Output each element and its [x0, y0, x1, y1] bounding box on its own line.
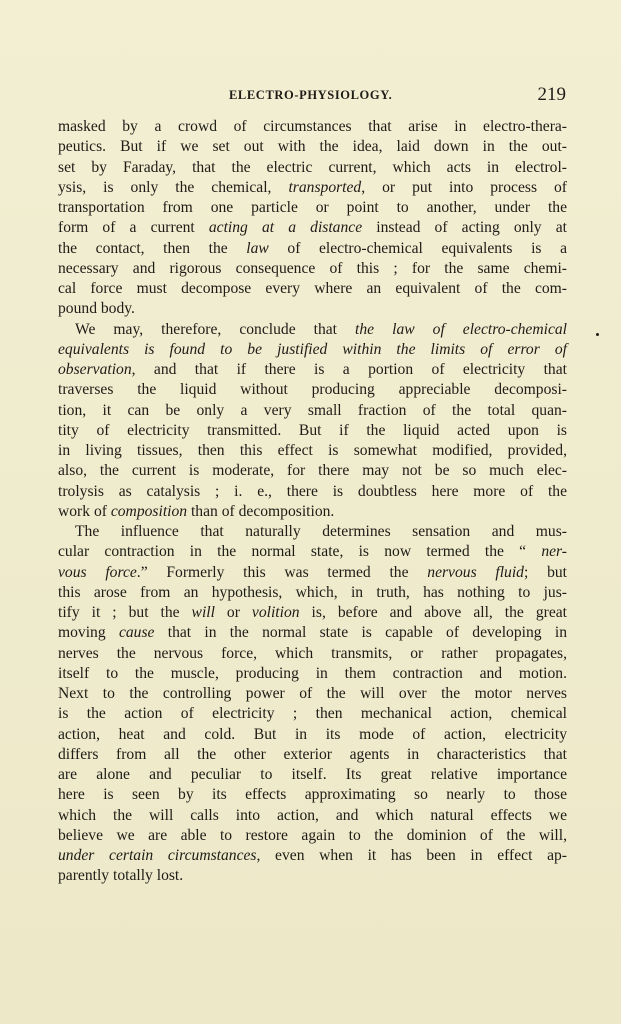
text-segment: than of decomposition.: [187, 502, 335, 520]
text-segment: .” Formerly this was termed the: [136, 563, 428, 581]
text-segment: set by Faraday, that the electric current, which acts in electrol-: [58, 158, 567, 176]
text-line: [58, 623, 567, 643]
text-segment: trolysis as catalysis ; i. e., there is doubtless here more of the: [58, 482, 567, 500]
italic-text: volition: [251, 604, 300, 621]
text-line: [58, 866, 567, 886]
text-segment: instead of acting only at: [362, 219, 567, 237]
italic-text: observation: [58, 361, 132, 378]
italic-text: the law of electro-chemical: [355, 320, 567, 338]
text-segment: believe we are able to restore again to the dominion of the will,: [58, 826, 567, 844]
text-line: [58, 137, 567, 157]
text-segment: necessary and rigorous consequence of this ; for the same chemi-: [58, 259, 567, 277]
text-segment: tity of electricity transmitted. But if the liquid acted upon is: [58, 421, 567, 439]
text-segment: The influence that naturally determines sensation and mus-: [75, 523, 567, 540]
text-line: [58, 158, 567, 178]
text-line: [58, 846, 567, 866]
text-segment: cular contraction in the normal state, is now termed the “: [58, 543, 542, 561]
text-segment: the contact, then the: [58, 239, 247, 257]
text-segment: transportation from one particle or point to another, under the: [58, 199, 567, 216]
text-line: [58, 482, 567, 502]
text-line: [58, 522, 567, 542]
text-segment: that in the normal state is capable of developing in: [154, 624, 567, 642]
italic-text: ner-: [541, 543, 567, 561]
text-segment: , even when it has been in effect ap-: [256, 847, 567, 864]
italic-text: will: [191, 604, 215, 621]
text-segment: peutics. But if we set out with the idea, laid down in the out-: [58, 138, 567, 156]
text-segment: which the will calls into action, and which natural effects we: [58, 806, 567, 824]
text-segment: is the action of electricity ; then mechanical action, chemical: [58, 705, 567, 723]
text-line: [58, 704, 567, 724]
text-line: [58, 340, 567, 360]
text-line: [58, 117, 567, 137]
text-segment: cal force must decompose every where an equivalent of the com-: [58, 280, 567, 297]
text-line: [58, 360, 567, 380]
text-segment: ; but: [523, 563, 567, 581]
text-segment: We may, therefore, conclude that: [75, 320, 356, 338]
text-segment: here is seen by its effects approximating so nearly to those: [58, 786, 567, 804]
text-line: [58, 806, 567, 826]
text-segment: also, the current is moderate, for there may not be so much elec-: [58, 462, 567, 480]
text-line: [58, 380, 567, 400]
text-segment: of electro-chemical equivalents is a: [268, 239, 567, 257]
text-segment: parently totally lost.: [58, 867, 184, 885]
text-line: [58, 178, 567, 198]
italic-text: composition: [110, 502, 188, 520]
italic-text: law: [246, 239, 269, 257]
body-text: [58, 117, 567, 887]
text-segment: are alone and peculiar to itself. Its great relative importance: [58, 766, 567, 783]
text-line: [58, 563, 567, 583]
text-line: [58, 644, 567, 664]
text-segment: masked by a crowd of circumstances that arise in electro-thera-: [58, 118, 567, 135]
text-line: [58, 461, 567, 481]
text-segment: or: [214, 604, 252, 621]
text-line: [58, 320, 567, 340]
text-line: [58, 826, 567, 846]
text-segment: this arose from an hypothesis, which, in truth, has nothing to jus-: [58, 583, 567, 601]
text-segment: is, before and above all, the great: [299, 604, 567, 621]
text-line: [58, 218, 567, 238]
text-line: [58, 299, 567, 319]
text-segment: traverses the liquid without producing appreciable decomposi-: [58, 381, 567, 399]
text-line: [58, 421, 567, 441]
italic-text: vous force: [58, 563, 137, 581]
text-line: [58, 279, 567, 299]
text-segment: tify it ; but the: [58, 604, 192, 621]
italic-text: cause: [118, 624, 155, 642]
italic-text: nervous fluid: [427, 563, 524, 581]
italic-text: equivalents is found to be justified within the limits of error of: [58, 340, 567, 358]
text-line: [58, 603, 567, 623]
margin-mark: [596, 333, 599, 336]
italic-text: under certain circumstances: [58, 847, 257, 864]
text-segment: , or put into process of: [361, 178, 567, 196]
text-line: [58, 785, 567, 805]
text-line: [58, 664, 567, 684]
text-segment: itself to the muscle, producing in them contraction and motion.: [58, 664, 567, 682]
running-head: [229, 84, 566, 108]
text-line: [58, 765, 567, 785]
text-segment: differs from all the other exterior agents in characteristics that: [58, 745, 567, 763]
text-segment: Next to the controlling power of the will over the motor nerves: [58, 685, 567, 702]
text-segment: pound body.: [58, 300, 135, 318]
text-line: [58, 542, 567, 562]
text-line: [58, 401, 567, 421]
text-segment: work of: [58, 502, 111, 520]
text-line: [58, 502, 567, 522]
text-line: [58, 239, 567, 259]
running-head-title: ELECTRO-PHYSIOLOGY.: [229, 88, 393, 102]
page-number: 219: [537, 84, 566, 105]
text-line: [58, 725, 567, 745]
text-segment: ysis, is only the chemical,: [58, 178, 289, 196]
text-segment: form of a current: [58, 219, 209, 237]
text-segment: in living tissues, then this effect is somewhat modified, provided,: [58, 442, 567, 459]
text-line: [58, 583, 567, 603]
text-line: [58, 198, 567, 218]
text-line: [58, 745, 567, 765]
text-line: [58, 441, 567, 461]
text-segment: moving: [58, 624, 119, 642]
text-line: [58, 684, 567, 704]
text-segment: nerves the nervous force, which transmits, or rather propagates,: [58, 644, 567, 662]
text-segment: tion, it can be only a very small fraction of the total quan-: [58, 401, 567, 419]
italic-text: transported: [288, 178, 362, 196]
text-line: [58, 259, 567, 279]
text-segment: action, heat and cold. But in its mode of action, electricity: [58, 725, 567, 743]
italic-text: acting at a distance: [208, 219, 363, 237]
text-segment: , and that if there is a portion of electricity that: [131, 361, 567, 378]
